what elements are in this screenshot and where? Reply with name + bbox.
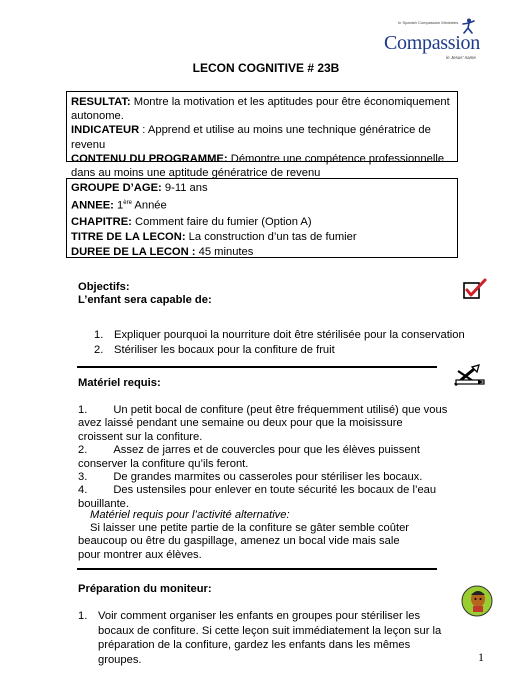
tools-icon	[452, 363, 486, 389]
contenu-text: Démontre une compétence professionnelle dans au moins une aptitude génératrice de revenu	[71, 152, 445, 180]
chapitre-text: Comment faire du fumier (Option A)	[131, 215, 312, 228]
page-title: LECON COGNITIVE # 23B	[192, 61, 340, 75]
groupe-label: GROUPE D’AGE:	[71, 182, 162, 194]
list-item: 4. Des ustensiles pour enlever en toute sécurité les bocaux de l’eau bouillante.	[78, 484, 437, 510]
resultat-line	[71, 95, 453, 123]
resultat-text: Montre la motivation et les aptitudes pour être économiquement autonome.	[71, 96, 450, 123]
divider	[77, 366, 437, 368]
groupe-line	[71, 181, 453, 196]
logo-small-text: In Spanish Compassion Ministries	[398, 20, 459, 25]
duree-line	[71, 245, 453, 260]
divider	[77, 568, 437, 570]
list-item: 1. Expliquer pourquoi la nourriture doit être stérilisée pour la conservation	[94, 329, 465, 341]
checkbox-checked-icon	[463, 278, 489, 300]
duree-text: 45 minutes	[195, 246, 254, 259]
materiel-heading: Matériel requis:	[78, 377, 161, 389]
annee-num: 1	[113, 200, 124, 213]
preparation-list	[78, 609, 450, 667]
duree-label: DUREE DE LA LECON :	[71, 246, 196, 259]
objectifs-list	[94, 328, 474, 357]
contenu-label: CONTENU DU PROGRAMME:	[71, 152, 228, 165]
list-item: 2. Assez de jarres et de couvercles pour que les élèves puissent conserver la confiture qu’ils feront.	[78, 444, 420, 470]
chapitre-label: CHAPITRE:	[71, 215, 132, 228]
indicateur-label: INDICATEUR	[71, 124, 140, 137]
outcome-box	[66, 91, 458, 180]
list-item: 1. Voir comment organiser les enfants en groupes pour stériliser les bocaux de confiture. Si cette leçon suit immédiatement la leçon sur la préparation de la confiture, gardez les enfants dans les mêmes groupes.	[78, 610, 442, 666]
page-number: 1	[478, 650, 484, 664]
resultat-label: RESULTAT:	[71, 96, 131, 108]
titre-text: La construction d’un tas de fumier	[185, 230, 357, 243]
objectifs-heading: Objectifs:	[78, 281, 130, 293]
logo-tagline: in Jesus' name	[446, 55, 476, 60]
titre-line	[71, 230, 453, 245]
alt-materiel-heading: Matériel requis pour l’activité alternative:	[90, 509, 290, 521]
titre-label: TITRE DE LA LECON:	[71, 230, 186, 243]
lesson-info-box	[66, 178, 458, 258]
annee-line	[71, 196, 453, 214]
materiel-list	[78, 404, 450, 511]
preparation-heading: Préparation du moniteur:	[78, 583, 212, 595]
groupe-text: 9-11 ans	[161, 182, 208, 194]
list-item: 3. De grandes marmites ou casseroles pour stériliser les bocaux.	[78, 471, 423, 484]
annee-sup: ère	[123, 200, 132, 207]
teacher-avatar-icon	[461, 585, 495, 617]
annee-label: ANNEE:	[71, 200, 114, 213]
logo-name: Compassion	[384, 32, 480, 54]
indicateur-text: : Apprend et utilise au moins une technique génératrice de revenu	[71, 124, 431, 151]
contenu-line	[71, 152, 453, 180]
annee-text: Année	[131, 200, 167, 213]
list-item: 1. Un petit bocal de confiture (peut être fréquemment utilisé) que vous avez laissé pendant une semaine ou deux pour que la moisissure croissent sur la confiture.	[78, 404, 448, 443]
alt-materiel-text: Si laisser une petite partie de la confiture se gâter semble coûter beaucoup ou être du gaspillage, amenez un bocal vide mais sale pour montrer aux élèves.	[78, 522, 410, 561]
chapitre-line	[71, 215, 453, 230]
indicateur-line	[71, 123, 453, 151]
list-item: 2. Stériliser les bocaux pour la confiture de fruit	[94, 343, 335, 356]
objectifs-subheading: L’enfant sera capable de:	[78, 294, 212, 306]
